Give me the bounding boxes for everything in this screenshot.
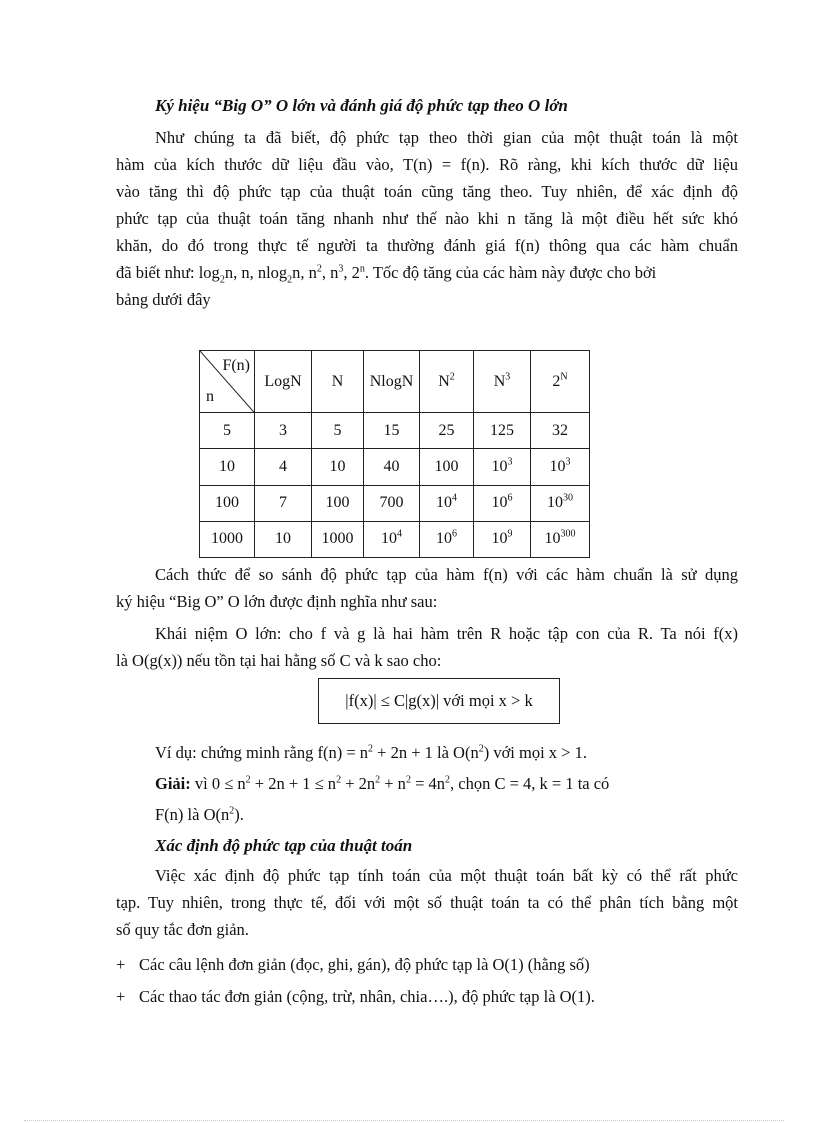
table-cell: $10^4$ <box>364 521 420 557</box>
para1-line3: vào tăng thì độ phức tạp của thuật toán cũng tăng theo. Tuy nhiên, để xác định độ <box>116 182 738 201</box>
header-cell: N <box>312 351 364 413</box>
para4-line2: tạp. Tuy nhiên, trong thực tế, đối với một số thuật toán ta có thể phân tích bằng một <box>116 893 738 912</box>
table-cell: 3 <box>255 413 312 449</box>
heading-big-o: Ký hiệu “Big O” O lớn và đánh giá độ phức tạp theo O lớn <box>155 96 568 115</box>
para3-line2: là O(g(x)) nếu tồn tại hai hằng số C và k sao cho: <box>116 651 442 670</box>
table-cell: 4 <box>255 449 312 485</box>
big-o-definition-box: |f(x)| ≤ C|g(x)| với mọi x > k <box>318 678 560 724</box>
table-row <box>200 449 590 485</box>
table-cell: $10^9$ <box>474 521 531 557</box>
table-cell: 125 <box>474 413 531 449</box>
page-bottom-rule <box>24 1120 784 1121</box>
table-cell: 100 <box>312 485 364 521</box>
table-cell: $10^{300}$ <box>531 521 590 557</box>
example-line: Ví dụ: chứng minh rằng $f(n) = n^2 + 2n + 1$ là $O(n^2)$ với mọi x > 1. <box>155 743 587 762</box>
table-corner-cell <box>200 351 255 413</box>
table-cell: 40 <box>364 449 420 485</box>
para2-line1: Cách thức để so sánh độ phức tạp của hàm f(n) với các hàm chuẩn là sử dụng <box>155 565 738 584</box>
table-cell: $10^3$ <box>531 449 590 485</box>
para4-line3: số quy tắc đơn giản. <box>116 920 249 939</box>
para1-line4: phức tạp của thuật toán tăng nhanh như thế nào khi n tăng là một điều hết sức khó <box>116 209 738 228</box>
table-cell: 700 <box>364 485 420 521</box>
header-cell: $N^3$ <box>474 351 531 413</box>
table-cell: $10^3$ <box>474 449 531 485</box>
table-cell: 7 <box>255 485 312 521</box>
table-header-row <box>200 351 590 413</box>
table-cell: $10^{30}$ <box>531 485 590 521</box>
para1-line6: đã biết như: $\log_2n$, n, nlog$_2$n, $n^2$, $n^3$, 2$^n$. Tốc độ tăng của các hàm này được cho bởi <box>116 263 657 286</box>
bullet-item: Các câu lệnh đơn giản (đọc, ghi, gán), độ phức tạp là O(1) (hằng số) <box>139 955 590 974</box>
header-cell: $2^N$ <box>531 351 590 413</box>
para1-line2: hàm của kích thước dữ liệu đầu vào, T(n) = f(n). Rõ ràng, khi kích thước dữ liệu <box>116 155 738 174</box>
para2-line2: ký hiệu “Big O” O lớn được định nghĩa như sau: <box>116 592 438 611</box>
para1-line5: khăn, do đó trong thực tế người ta thường đánh giá f(n) thông qua các hàm chuẩn <box>116 236 738 255</box>
header-cell: $N^2$ <box>420 351 474 413</box>
row-n-cell: 5 <box>200 413 255 449</box>
table-cell: 25 <box>420 413 474 449</box>
table-cell: 100 <box>420 449 474 485</box>
table-cell: 10 <box>255 521 312 557</box>
table-cell: 10 <box>312 449 364 485</box>
table-row <box>200 521 590 557</box>
header-cell: LogN <box>255 351 312 413</box>
solution-line-2: F(n) là $O(n^2)$. <box>155 805 244 824</box>
row-n-cell: 1000 <box>200 521 255 557</box>
corner-top-label: F(n) <box>222 357 250 374</box>
corner-bottom-label: n <box>206 388 214 406</box>
bullet-mark: + <box>116 987 126 1006</box>
table-cell: $10^6$ <box>420 521 474 557</box>
solution-label: Giải: <box>155 774 191 793</box>
table-cell: $10^6$ <box>474 485 531 521</box>
table-cell: 15 <box>364 413 420 449</box>
heading-complexity: Xác định độ phức tạp của thuật toán <box>155 836 413 855</box>
para4-line1: Việc xác định độ phức tạp tính toán của một thuật toán bất kỳ có thể rất phức <box>155 866 738 885</box>
header-cell: NlogN <box>364 351 420 413</box>
bullet-item: Các thao tác đơn giản (cộng, trừ, nhân, chia….), độ phức tạp là O(1). <box>139 987 595 1006</box>
row-n-cell: 100 <box>200 485 255 521</box>
table-row <box>200 485 590 521</box>
growth-rate-table <box>199 350 590 558</box>
bullet-mark: + <box>116 955 126 974</box>
table-cell: 5 <box>312 413 364 449</box>
table-cell: 1000 <box>312 521 364 557</box>
table-cell: $10^4$ <box>420 485 474 521</box>
para1-line1: Như chúng ta đã biết, độ phức tạp theo thời gian của một thuật toán là một <box>155 128 738 147</box>
row-n-cell: 10 <box>200 449 255 485</box>
table-row <box>200 413 590 449</box>
para1-line7: bảng dưới đây <box>116 290 211 309</box>
table-cell: 32 <box>531 413 590 449</box>
solution-line: Giải: vì $0 \le n^2 + 2n + 1 \le n^2 + 2n^2 + n^2 = 4n^2$, chọn C = 4, k = 1 ta có <box>155 774 610 793</box>
para3-line1: Khái niệm O lớn: cho f và g là hai hàm trên R hoặc tập con của R. Ta nói f(x) <box>155 624 738 643</box>
